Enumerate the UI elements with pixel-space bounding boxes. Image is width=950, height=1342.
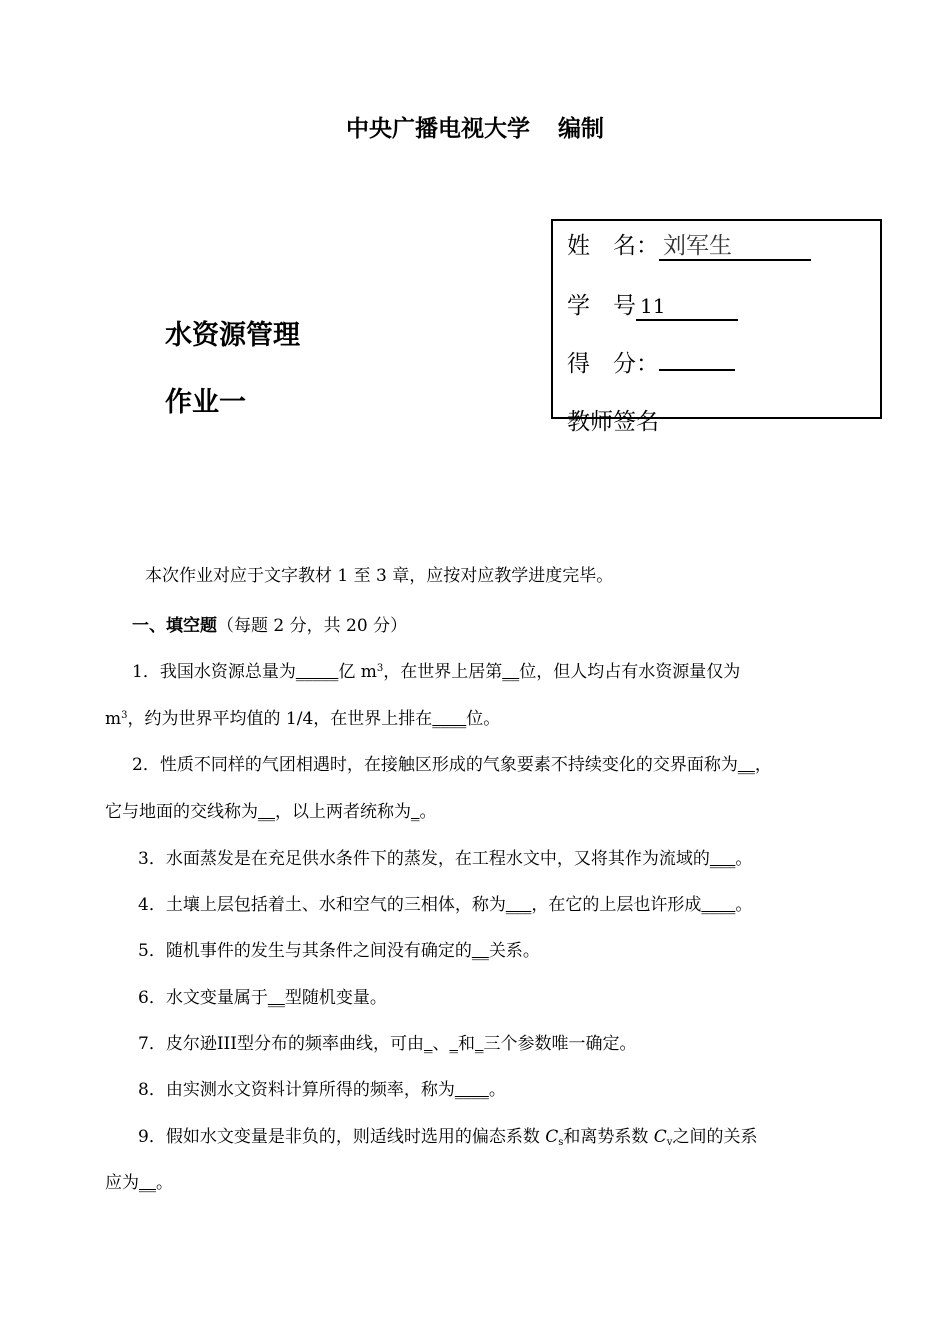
q4-blank-2[interactable]: ____: [701, 895, 736, 915]
question-1-line2: $m^3$，约为世界平均值的 1/4，在世界上排在____位。: [105, 709, 501, 729]
q7-blank-3[interactable]: _: [474, 1034, 484, 1054]
q1-blank-1[interactable]: _____: [295, 662, 339, 682]
question-1-line1: 1．我国水资源总量为_____亿 $m^3$，在世界上居第__位，但人均占有水资源量仅为: [132, 662, 741, 682]
question-6: 6．水文变量属于__型随机变量。: [138, 988, 387, 1008]
question-2-line1: 2．性质不同样的气团相遇时，在接触区形成的气象要素不持续变化的交界面称为__，: [132, 755, 772, 775]
course-title: 水资源管理: [165, 320, 300, 351]
section1-heading: [132, 616, 407, 636]
question-9-line2: 应为__。: [105, 1173, 173, 1193]
question-2-line2: 它与地面的交线称为__，以上两者统称为_。: [105, 802, 437, 822]
document-header: [0, 110, 950, 143]
q3-blank[interactable]: ___: [709, 849, 736, 869]
q1-blank-2[interactable]: __: [502, 662, 520, 682]
score-row: [567, 345, 735, 378]
assignment-title: 作业一: [165, 387, 246, 418]
q2-blank-3[interactable]: _: [411, 802, 420, 822]
teacher-row: [567, 403, 659, 436]
name-field[interactable]: 刘军生: [659, 233, 811, 261]
q5-blank[interactable]: __: [471, 941, 489, 961]
id-row: [567, 287, 738, 321]
q7-blank-1[interactable]: _: [423, 1034, 433, 1054]
score-field[interactable]: [659, 369, 735, 371]
question-4: 4．土壤上层包括着土、水和空气的三相体，称为___，在它的上层也许形成____。: [138, 895, 753, 915]
q8-blank[interactable]: ____: [454, 1080, 489, 1100]
q9-blank[interactable]: __: [139, 1173, 156, 1193]
id-label: 学 号: [567, 293, 636, 319]
id-field[interactable]: 11: [636, 293, 738, 321]
teacher-label: 教师签名: [567, 409, 659, 435]
compiled-label: 编制: [558, 116, 604, 142]
student-info-box: [551, 219, 882, 435]
q1-blank-3[interactable]: ____: [432, 709, 467, 729]
name-row: [567, 227, 811, 261]
question-5: 5．随机事件的发生与其条件之间没有确定的__关系。: [138, 941, 540, 961]
score-label: 得 分：: [567, 351, 659, 377]
question-8: 8．由实测水文资料计算所得的频率，称为____。: [138, 1080, 506, 1100]
institution-name: 中央广播电视大学: [346, 116, 530, 142]
q2-blank-1[interactable]: __: [737, 755, 755, 775]
name-label: 姓 名：: [567, 233, 659, 259]
q4-blank-1[interactable]: ___: [505, 895, 532, 915]
section1-title: 一、填空题: [132, 616, 217, 636]
question-9-line1: 9．假如水文变量是非负的，则适线时选用的偏态系数 $C_s$和离势系数 $C_v$之间的关系: [138, 1127, 758, 1148]
q7-blank-2[interactable]: _: [449, 1034, 458, 1054]
question-7: 7．皮尔逊III型分布的频率曲线，可由_、_和_三个参数唯一确定。: [138, 1034, 637, 1054]
intro-text: 本次作业对应于文字教材 1 至 3 章，应按对应教学进度完毕。: [145, 566, 614, 586]
q6-blank[interactable]: __: [267, 988, 285, 1008]
q2-blank-2[interactable]: __: [258, 802, 275, 822]
section1-note: （每题 2 分，共 20 分）: [217, 616, 408, 636]
question-3: 3．水面蒸发是在充足供水条件下的蒸发，在工程水文中，又将其作为流域的___。: [138, 849, 753, 869]
